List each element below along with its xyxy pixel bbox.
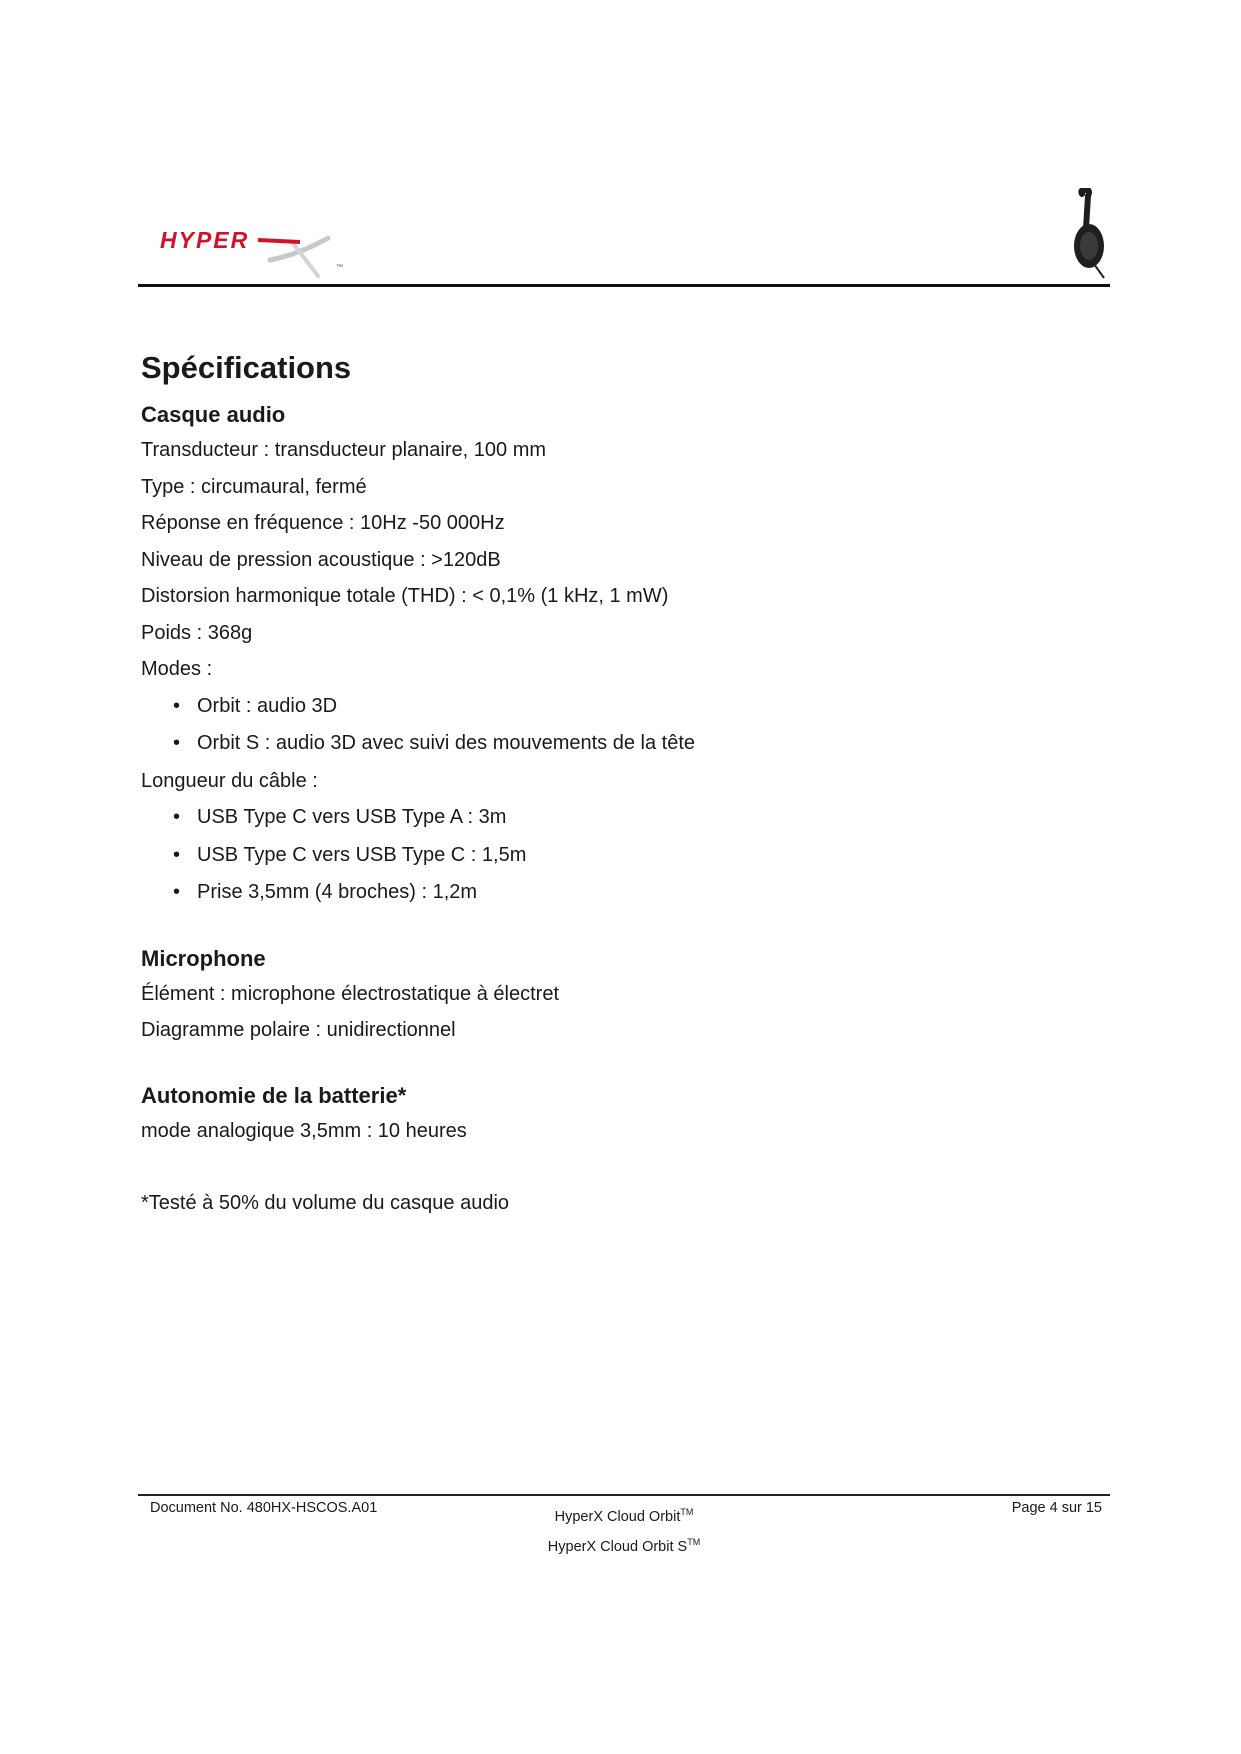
spec-content: [141, 348, 1101, 1222]
list-item: • Orbit : audio 3D: [169, 688, 1101, 726]
header-divider: [138, 284, 1110, 287]
hyperx-logo-mark: [160, 220, 340, 282]
page-number: Page 4 sur 15: [1011, 1500, 1102, 1516]
footnote: *Testé à 50% du volume du casque audio: [141, 1192, 510, 1214]
list-item: • USB Type C vers USB Type A : 3m: [169, 799, 1101, 837]
spec-modes-label: Modes :: [141, 658, 213, 680]
modes-list: [141, 688, 1101, 763]
product-name-orbit: HyperX Cloud Orbit: [554, 1508, 681, 1525]
logo-trademark: ™: [336, 264, 343, 271]
page-title: Spécifications: [141, 350, 352, 385]
document-number: Document No. 480HX-HSCOS.A01: [150, 1500, 378, 1516]
trademark: TM: [680, 1507, 694, 1517]
product-names: [138, 1500, 1110, 1560]
spec-cable-label: Longueur du câble :: [141, 769, 318, 792]
list-item: • USB Type C vers USB Type C : 1,5m: [169, 837, 1101, 875]
section-heading-microphone: Microphone: [141, 945, 266, 971]
spec-type: Type : circumaural, fermé: [141, 475, 367, 498]
spec-frequency-response: Réponse en fréquence : 10Hz -50 000Hz: [141, 512, 505, 534]
spec-mic-element: Élément : microphone électrostatique à électret: [141, 982, 559, 1005]
page-header: [138, 180, 1110, 288]
list-item: • Orbit S : audio 3D avec suivi des mouvements de la tête: [169, 725, 1101, 763]
spec-driver: Transducteur : transducteur planaire, 100 mm: [141, 439, 547, 461]
spec-battery-life: mode analogique 3,5mm : 10 heures: [141, 1119, 467, 1142]
svg-text:HYPER: HYPER: [160, 227, 250, 253]
cable-list: [141, 799, 1101, 912]
section-heading-battery: Autonomie de la batterie*: [141, 1082, 407, 1108]
headset-image: [1068, 188, 1110, 280]
footer-divider: [138, 1494, 1110, 1496]
section-heading-headset: Casque audio: [141, 402, 286, 427]
list-item: • Prise 3,5mm (4 broches) : 1,2m: [169, 874, 1101, 912]
spec-weight: Poids : 368g: [141, 621, 253, 644]
spec-thd: Distorsion harmonique totale (THD) : < 0,1% (1 kHz, 1 mW): [141, 585, 669, 607]
trademark: TM: [687, 1536, 701, 1547]
hyperx-logo: [160, 220, 343, 272]
spec-polar-pattern: Diagramme polaire : unidirectionnel: [141, 1019, 456, 1041]
product-name-orbit-s: HyperX Cloud Orbit S: [547, 1538, 688, 1555]
spec-sound-pressure: Niveau de pression acoustique : >120dB: [141, 548, 501, 571]
